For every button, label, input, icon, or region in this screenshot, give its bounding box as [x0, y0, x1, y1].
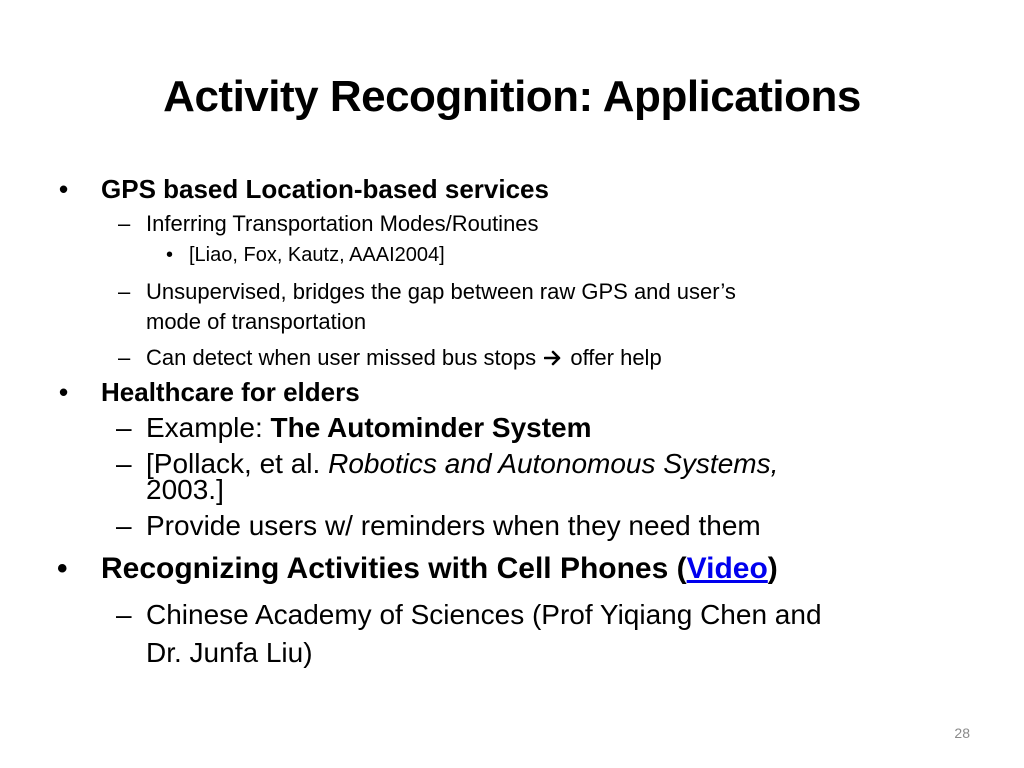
bullet-text-pre: Recognizing Activities with Cell Phones (: [101, 552, 687, 585]
dash-marker: –: [118, 211, 131, 236]
sub-item-pollack: [116, 448, 779, 480]
bullet-cell-phones: [57, 552, 778, 586]
sub-item-bus-stops: [118, 345, 662, 372]
bullet-dot: •: [57, 552, 68, 585]
slide-title: Activity Recognition: Applications: [163, 72, 861, 121]
video-link[interactable]: Video: [686, 552, 768, 585]
sub-item-transport-modes: [118, 211, 539, 237]
sub-item-chinese-academy-line2: Dr. Junfa Liu): [146, 637, 313, 668]
bullet-dot: •: [59, 377, 69, 407]
bullet-dot: •: [59, 174, 69, 204]
sub-item-text-pre: Example:: [146, 412, 263, 443]
bullet-text: Healthcare for elders: [101, 377, 360, 407]
sub-item-unsupervised: [118, 279, 736, 305]
reference-text: [Liao, Fox, Kautz, AAAI2004]: [189, 244, 445, 266]
bullet-healthcare: [59, 377, 360, 408]
dash-marker: –: [118, 279, 131, 304]
citation-authors: [Pollack, et al.: [146, 448, 321, 479]
sub-item-text-line1: Chinese Academy of Sciences (Prof Yiqiang Chen and: [146, 599, 822, 630]
sub-item-text: Inferring Transportation Modes/Routines: [146, 211, 539, 236]
bullet-text-post: ): [767, 552, 778, 585]
sub-item-text: Provide users w/ reminders when they need them: [146, 510, 761, 541]
dash-marker: –: [116, 510, 132, 541]
sub-item-chinese-academy: [116, 599, 822, 631]
system-name: The Autominder System: [270, 412, 592, 443]
sub-item-text-line1: Unsupervised, bridges the gap between raw GPS and user’s: [146, 279, 736, 304]
sub-item-reminders: [116, 510, 761, 542]
dash-marker: –: [116, 448, 132, 479]
bullet-gps-services: [59, 174, 549, 205]
reference-liao: [166, 244, 445, 267]
sub-item-text-post: offer help: [570, 345, 662, 370]
sub-item-unsupervised-line2: mode of transportation: [146, 309, 367, 334]
sub-item-autominder: [116, 412, 592, 444]
citation-year: 2003.]: [146, 474, 224, 505]
bullet-dot: •: [166, 244, 174, 266]
sub-item-text-pre: Can detect when user missed bus stops: [146, 345, 537, 370]
page-number: 28: [954, 725, 970, 741]
arrow-right-icon: [544, 346, 562, 372]
dash-marker: –: [116, 412, 132, 443]
bullet-text: GPS based Location-based services: [101, 174, 549, 204]
dash-marker: –: [116, 599, 132, 630]
dash-marker: –: [118, 345, 131, 370]
citation-journal: Robotics and Autonomous Systems,: [328, 448, 779, 479]
